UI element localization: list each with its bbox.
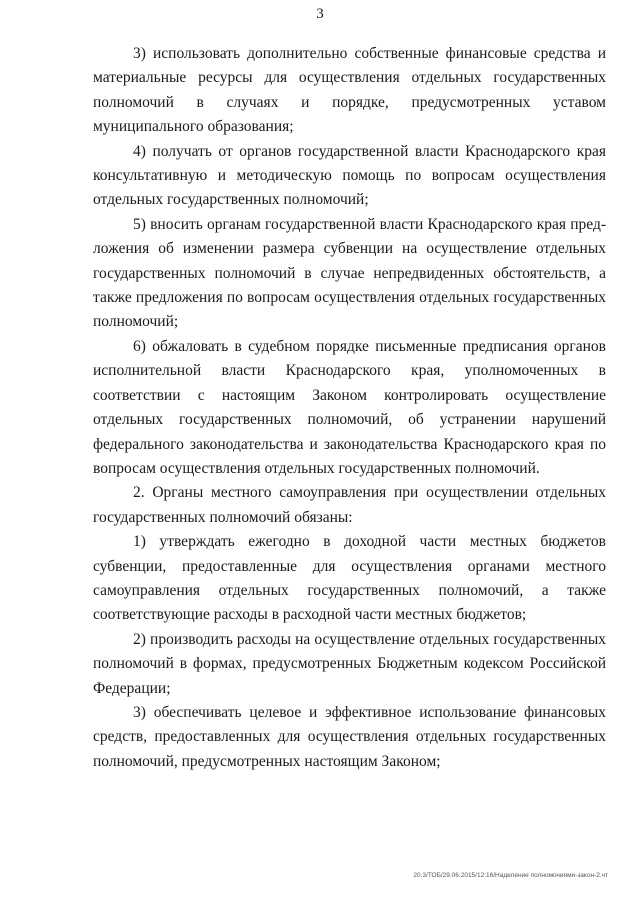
paragraph-subpoint-4-rights: 4) получать от органов государственной власти Краснодарского края консультативную и методическую помощь по вопросам осуществления отдельных государственных полномочий; xyxy=(93,142,606,209)
document-footer-path: 20.3/ТОБ/29.06.2015/12:16/Наделение полномочиями-закон-2.чт xyxy=(413,872,608,879)
paragraph-subpoint-1-obligations: 1) утверждать ежегодно в доходной части местных бюджетов субвенции, предоставленные для осуществления органами местного самоуправления отдельных государственных полномочий, а также соответствующие расходы в расходной части местных бюджетов; xyxy=(93,533,606,624)
page-number: 3 xyxy=(316,6,324,22)
paragraph-subpoint-3-obligations: 3) обеспечивать целевое и эффективное использование финансовых средств, предоставленных для осуществления отдельных государственных полномочий, предусмотренных настоящим Законом; xyxy=(93,703,606,770)
paragraph-subpoint-3-rights: 3) использовать дополнительно собственные финансовые средства и материальные ресурсы для осуществления отдельных государственных полномочий в случаях и порядке, предусмотренных уставом муниципального образования; xyxy=(93,45,606,136)
paragraph-point-2-obligations: 2. Органы местного самоуправления при осуществлении отдельных государственных полномочий обязаны: xyxy=(93,484,606,526)
document-body xyxy=(93,42,606,774)
paragraph-subpoint-2-obligations: 2) производить расходы на осуществление отдельных государственных полномочий в формах, предусмотренных Бюджетным кодексом Российской Федерации; xyxy=(93,630,606,697)
paragraph-subpoint-5-rights: 5) вносить органам государственной власти Краснодарского края предложения об изменении размера субвенции на осуществление отдельных государственных полномочий в случае непредвиденных обстоятельств, а также предложения по вопросам осуществления отдельных государственных полномочий; xyxy=(93,215,606,331)
paragraph-subpoint-6-rights: 6) обжаловать в судебном порядке письменные предписания органов исполнительной власти Краснодарского края, уполномоченных в соответствии с настоящим Законом контролировать осуществление отдельных государственных полномочий, об устранении нарушений федерального законодательства и законодательства Краснодарского края по вопросам осуществления отдельных государственных полномочий. xyxy=(93,337,606,477)
